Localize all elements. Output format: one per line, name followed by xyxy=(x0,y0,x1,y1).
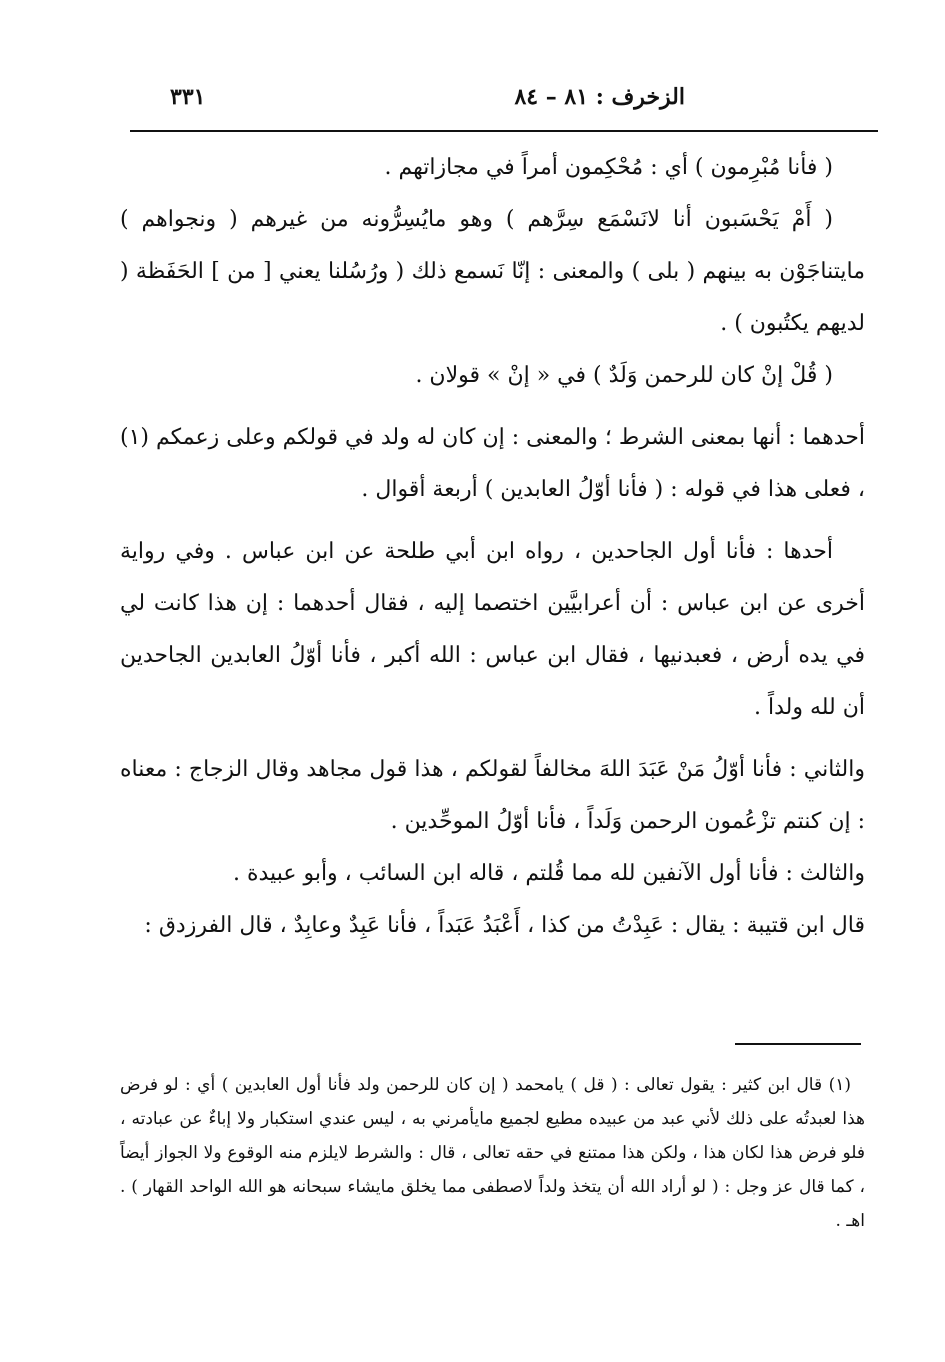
paragraph: قال ابن قتيبة : يقال : عَبِدْتُ من كذا ، أَعْبَدُ عَبَداً ، فأنا عَبِدٌ وعابِدٌ ، قال الفرزدق : xyxy=(144,913,865,938)
footnote-divider xyxy=(735,1043,861,1045)
paragraph: أحدهما : أنها بمعنى الشرط ؛ والمعنى : إن كان له ولد في قولكم وعلى زعمكم (١) ، فعلى هذا في قوله : ( فأنا أوّلُ العابدين ) أربعة أقوال . xyxy=(119,425,865,502)
paragraph: ( قُلْ إنْ كان للرحمن وَلَدٌ ) في « إنْ » قولان . xyxy=(415,363,833,388)
paragraph: ( فأنا مُبْرِمون ) أي : مُحْكِمون أمراً في مجازاتهم . xyxy=(384,155,833,180)
footnote-text: (١) قال ابن كثير : يقول تعالى : ( قل ) يامحمد ( إن كان للرحمن ولد فأنا أول العابدين ) أي : لو فرض هذا لعبدتُه على ذلك لأني عبد من عبيده مطيع لجميع مايأمرني به ، ليس عندي استكبار ولا إباءٌ عن عبادته ، فلو فرض هذا لكان هذا ، ولكن هذا ممتنع في حقه تعالى ، قال : والشرط لايلزم منه الوقوع ولا الجواز أيضاً ، كما قال عز وجل : ( لو أراد الله أن يتخذ ولداً لاصطفى مما يخلق مايشاء سبحانه هو الله الواحد القهار ) . اهـ . xyxy=(120,1075,865,1231)
running-title: الزخرف : ٨١ – ٨٤ xyxy=(514,84,685,110)
footnote xyxy=(120,1068,865,1238)
main-text xyxy=(120,142,865,952)
paragraph: والثالث : فأنا أول الآنفين لله مما قُلتم ، قاله ابن السائب ، وأبو عبيدة . xyxy=(233,861,865,886)
page-number: ٣٣١ xyxy=(170,84,206,110)
paragraph: أحدها : فأنا أول الجاحدين ، رواه ابن أبي طلحة عن ابن عباس . وفي رواية أخرى عن ابن عباس : أن أعرابيَّين اختصما إليه ، فقال أحدهما : إن هذا كانت لي في يده أرض ، فعبدنيها ، فقال ابن عباس : الله أكبر ، فأنا أوّلُ العابدين الجاحدين أن لله ولداً . xyxy=(120,539,865,720)
paragraph: والثاني : فأنا أوّلُ مَنْ عَبَدَ اللهَ مخالفاً لقولكم ، هذا قول مجاهد وقال الزجاج : معناه : إن كنتم تزْعُمون الرحمن وَلَداً ، فأنا أوّلُ الموحِّدين . xyxy=(120,757,865,834)
header-divider xyxy=(130,130,878,132)
page-header xyxy=(160,80,835,120)
paragraph: ( أَمْ يَحْسَبون أنا لانَسْمَع سِرَّهم ) وهو مايُسِرُّونه من غيرهم ( ونجواهم ) مايتناجَوْن به بينهم ( بلى ) والمعنى : إنّا نَسمع ذلك ( ورُسُلنا يعني [ من ] الحَفَظة ( لديهم يكتُبون ) . xyxy=(120,207,865,336)
